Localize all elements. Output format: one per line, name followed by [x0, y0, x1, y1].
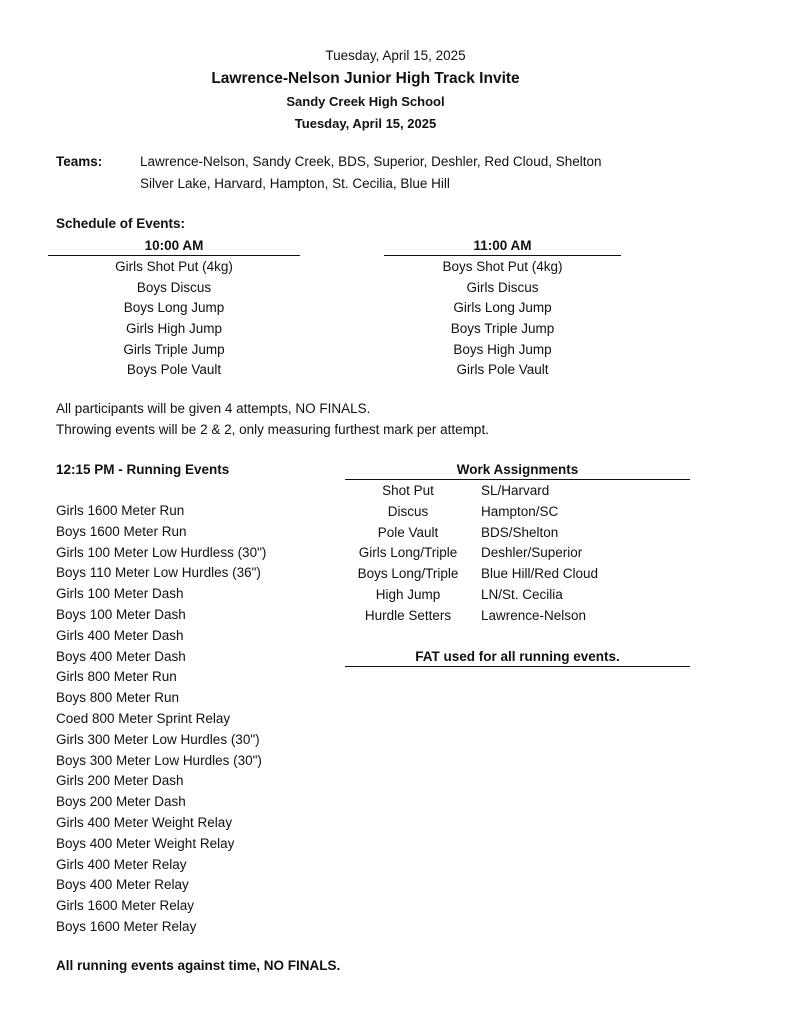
work-row	[345, 564, 690, 585]
teams-line-1: Lawrence-Nelson, Sandy Creek, BDS, Superior, Deshler, Red Cloud, Shelton	[140, 154, 602, 169]
work-team: LN/St. Cecilia	[481, 586, 563, 602]
running-event: Girls 1600 Meter Relay	[56, 898, 195, 914]
schedule-list-1100	[384, 256, 621, 381]
work-team: Blue Hill/Red Cloud	[481, 566, 599, 582]
work-divider-bottom	[345, 666, 690, 667]
work-row	[345, 481, 690, 502]
schedule-event: Girls Triple Jump	[123, 341, 225, 357]
schedule-event: Boys Triple Jump	[450, 321, 555, 337]
running-events-label: 12:15 PM - Running Events	[56, 462, 230, 477]
running-event: Girls 100 Meter Dash	[56, 586, 184, 602]
work-event: Pole Vault	[377, 524, 439, 540]
work-team: Hampton/SC	[481, 503, 559, 519]
work-event: Boys Long/Triple	[357, 566, 459, 582]
running-event: Boys 400 Meter Relay	[56, 877, 189, 893]
date-line: Tuesday, April 15, 2025	[325, 48, 466, 63]
running-footer-note: All running events against time, NO FINALS.	[56, 958, 341, 973]
running-event: Boys 100 Meter Dash	[56, 606, 186, 622]
running-event: Girls 400 Meter Relay	[56, 856, 187, 872]
running-event: Girls 1600 Meter Run	[56, 503, 185, 518]
schedule-event: Boys Discus	[136, 279, 212, 295]
running-event: Boys 800 Meter Run	[56, 690, 180, 706]
work-assignments-title: Work Assignments	[456, 462, 579, 477]
work-event: High Jump	[375, 586, 441, 602]
work-assignments	[345, 461, 690, 667]
running-event: Boys 200 Meter Dash	[56, 794, 186, 810]
work-team: BDS/Shelton	[481, 524, 559, 540]
running-event: Girls 300 Meter Low Hurdles (30")	[56, 731, 260, 747]
running-event: Girls 400 Meter Weight Relay	[56, 814, 233, 830]
fat-note: FAT used for all running events.	[415, 648, 620, 664]
schedule-event: Boys Pole Vault	[126, 362, 222, 378]
date-bold: Tuesday, April 15, 2025	[294, 116, 437, 131]
work-event: Discus	[387, 503, 429, 519]
running-event: Boys 1600 Meter Run	[56, 523, 187, 539]
schedule-time-1100: 11:00 AM	[473, 238, 532, 253]
schedule-event: Girls Shot Put (4kg)	[115, 259, 233, 274]
work-assignments-table	[345, 480, 690, 627]
schedule-event: Girls Discus	[466, 279, 539, 295]
running-event: Girls 100 Meter Low Hurdless (30")	[56, 544, 267, 560]
schedule-event: Girls Pole Vault	[456, 362, 549, 378]
schedule-column-1000	[48, 236, 300, 381]
page-title: Lawrence-Nelson Junior High Track Invite	[211, 70, 520, 87]
work-event: Hurdle Setters	[364, 607, 452, 623]
running-event: Girls 200 Meter Dash	[56, 773, 184, 789]
running-event: Boys 110 Meter Low Hurdles (36")	[56, 565, 261, 581]
running-event: Boys 300 Meter Low Hurdles (30")	[56, 752, 262, 768]
schedule-event: Boys Long Jump	[123, 300, 225, 316]
teams-label: Teams:	[56, 154, 103, 169]
schedule-time-1000: 10:00 AM	[144, 238, 204, 253]
work-team: SL/Harvard	[481, 483, 550, 498]
schedule-event: Girls High Jump	[125, 321, 223, 337]
work-row	[345, 502, 690, 523]
running-event: Boys 400 Meter Dash	[56, 648, 186, 664]
attempts-note: All participants will be given 4 attempts, NO FINALS.	[56, 401, 371, 416]
work-event: Girls Long/Triple	[358, 545, 458, 561]
venue: Sandy Creek High School	[286, 94, 445, 109]
work-team: Lawrence-Nelson	[481, 607, 587, 623]
work-row	[345, 543, 690, 564]
running-event: Girls 400 Meter Dash	[56, 627, 184, 643]
running-event: Coed 800 Meter Sprint Relay	[56, 710, 231, 726]
throwing-note: Throwing events will be 2 & 2, only measuring furthest mark per attempt.	[56, 422, 489, 437]
schedule-event: Boys Shot Put (4kg)	[442, 259, 563, 274]
schedule-column-1100	[384, 236, 621, 381]
work-event: Shot Put	[382, 483, 434, 498]
running-event: Girls 800 Meter Run	[56, 669, 177, 685]
work-row	[345, 585, 690, 606]
work-row	[345, 606, 690, 627]
teams-line-2: Silver Lake, Harvard, Hampton, St. Cecilia, Blue Hill	[140, 176, 450, 191]
running-event: Boys 1600 Meter Relay	[56, 918, 197, 934]
schedule-event: Girls Long Jump	[453, 300, 552, 316]
work-row	[345, 523, 690, 544]
running-event: Boys 400 Meter Weight Relay	[56, 835, 235, 851]
schedule-event: Boys High Jump	[453, 341, 552, 357]
schedule-label: Schedule of Events:	[56, 216, 186, 231]
schedule-list-1000	[48, 256, 300, 381]
work-team: Deshler/Superior	[481, 545, 583, 561]
running-events-list	[56, 501, 266, 938]
